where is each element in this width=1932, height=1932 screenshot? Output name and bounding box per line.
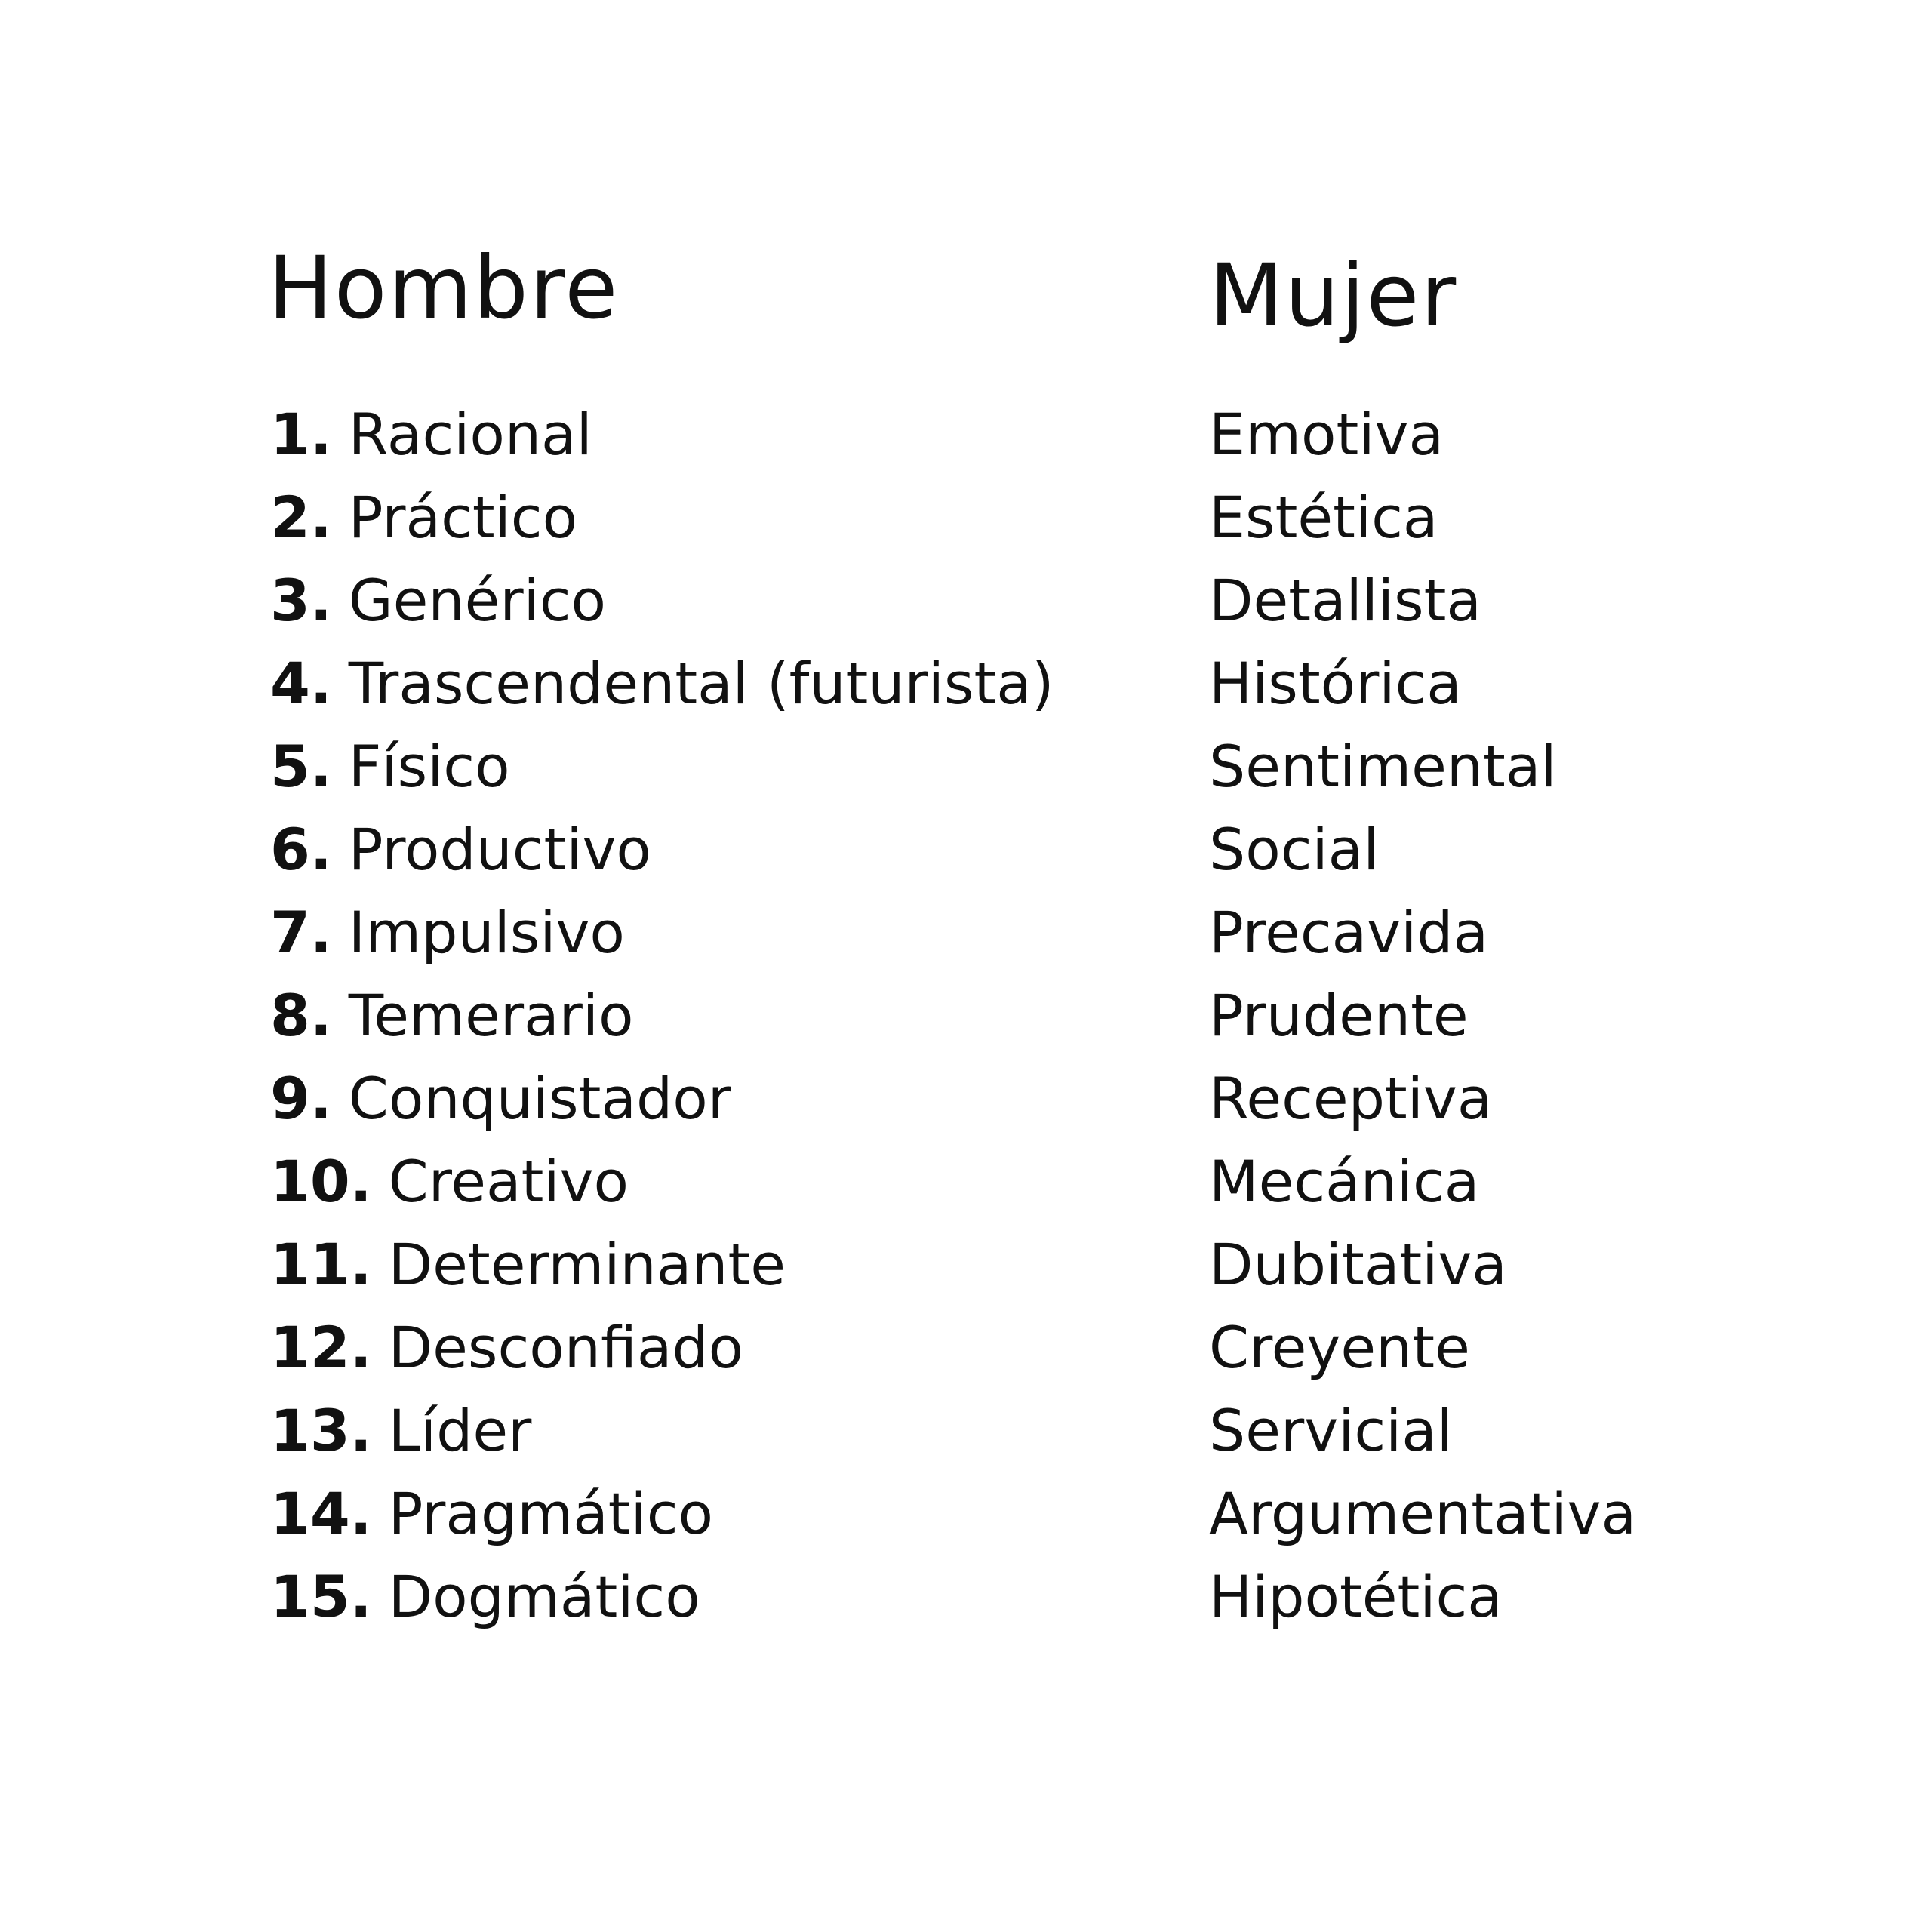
list-item <box>270 642 1054 725</box>
list-item <box>270 725 1054 808</box>
item-number: 12. <box>270 1314 372 1381</box>
item-number: 6. <box>270 816 332 883</box>
list-item <box>270 1472 1054 1555</box>
list-item: Social <box>1209 816 1380 883</box>
list-item <box>270 974 1054 1057</box>
item-word: Genérico <box>348 567 606 634</box>
list-item <box>270 1057 1054 1140</box>
item-word: Físico <box>348 733 510 800</box>
item-word: Desconfiado <box>388 1314 744 1381</box>
item-number: 11. <box>270 1231 372 1298</box>
item-number: 9. <box>270 1065 332 1132</box>
item-word: Determinante <box>388 1231 786 1298</box>
list-item <box>270 393 1054 476</box>
hombre-list <box>270 393 1054 1638</box>
list-item <box>270 891 1054 974</box>
mujer-list <box>1209 393 1636 1638</box>
item-number: 7. <box>270 899 332 966</box>
item-word: Racional <box>348 401 592 468</box>
item-word: Creativo <box>388 1148 629 1215</box>
list-item <box>270 1555 1054 1638</box>
list-item <box>270 476 1054 559</box>
list-item: Argumentativa <box>1209 1480 1637 1547</box>
list-item: Receptiva <box>1209 1065 1493 1132</box>
item-word: Impulsivo <box>348 899 625 966</box>
item-word: Pragmático <box>388 1480 713 1547</box>
list-item: Creyente <box>1209 1314 1470 1381</box>
list-item <box>270 559 1054 642</box>
list-item: Mecánica <box>1209 1148 1480 1215</box>
item-word: Práctico <box>348 484 578 551</box>
list-item <box>270 1306 1054 1389</box>
item-word: Conquistador <box>348 1065 731 1132</box>
list-item: Prudente <box>1209 982 1469 1049</box>
item-word: Productivo <box>348 816 651 883</box>
list-item <box>270 808 1054 891</box>
list-item: Sentimental <box>1209 733 1557 800</box>
item-number: 14. <box>270 1480 372 1547</box>
list-item: Emotiva <box>1209 401 1444 468</box>
list-item: Detallista <box>1209 567 1481 634</box>
item-number: 5. <box>270 733 332 800</box>
item-word: Trascendental (futurista) <box>348 650 1054 717</box>
item-word: Líder <box>388 1397 532 1464</box>
list-item <box>270 1223 1054 1306</box>
item-number: 13. <box>270 1397 372 1464</box>
item-number: 8. <box>270 982 332 1049</box>
item-number: 1. <box>270 401 332 468</box>
item-number: 2. <box>270 484 332 551</box>
item-number: 15. <box>270 1563 372 1630</box>
item-number: 10. <box>270 1148 372 1215</box>
heading-mujer: Mujer <box>1209 245 1458 346</box>
list-item: Servicial <box>1209 1397 1453 1464</box>
list-item: Precavida <box>1209 899 1489 966</box>
list-item: Histórica <box>1209 650 1462 717</box>
list-item: Hipotética <box>1209 1563 1503 1630</box>
list-item: Dubitativa <box>1209 1231 1507 1298</box>
heading-hombre: Hombre <box>268 238 620 338</box>
item-number: 3. <box>270 567 332 634</box>
list-item <box>270 1389 1054 1472</box>
list-item: Estética <box>1209 484 1438 551</box>
item-number: 4. <box>270 650 332 717</box>
item-word: Dogmático <box>388 1563 700 1630</box>
item-word: Temerario <box>348 982 634 1049</box>
list-item <box>270 1140 1054 1223</box>
